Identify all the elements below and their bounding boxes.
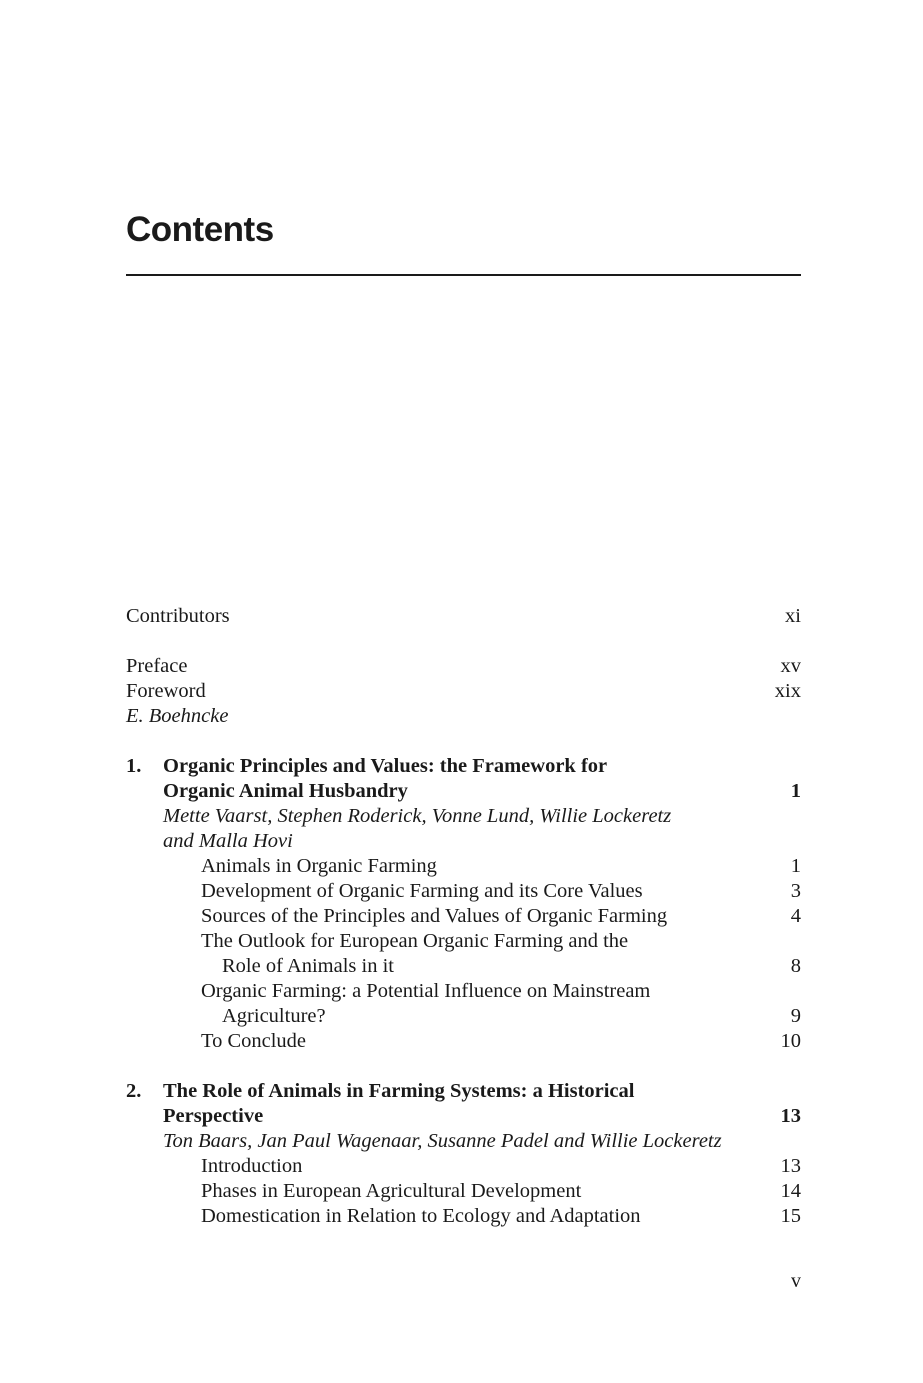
section-entry[interactable]	[126, 979, 801, 1004]
section-entry[interactable]	[126, 1204, 801, 1229]
section-page-number: 4	[790, 905, 801, 927]
chapter-authors: Ton Baars, Jan Paul Wagenaar, Susanne Padel and Willie Lockeretz	[163, 1130, 722, 1152]
chapter-number: 1.	[126, 755, 142, 777]
chapter-number: 2.	[126, 1080, 142, 1102]
chapter-2-authors-line-1	[126, 1129, 801, 1154]
section-title: Organic Farming: a Potential Influence on Mainstream	[201, 980, 651, 1002]
toc-entry-label: Foreword	[126, 680, 206, 702]
chapter-title: Organic Principles and Values: the Framework for	[163, 755, 608, 777]
section-title: Domestication in Relation to Ecology and Adaptation	[201, 1205, 641, 1227]
section-title: Agriculture?	[222, 1005, 326, 1027]
chapter-1-authors-line-2	[126, 829, 801, 854]
chapter-1-title-line-2[interactable]	[126, 779, 801, 804]
toc-page-number: xv	[780, 655, 801, 677]
section-entry[interactable]	[126, 929, 801, 954]
section-page-number: 13	[780, 1155, 801, 1177]
chapter-2-title-line-1[interactable]	[126, 1079, 801, 1104]
section-entry[interactable]	[126, 879, 801, 904]
section-title: Role of Animals in it	[222, 955, 394, 977]
toc-page-number: xix	[774, 680, 801, 702]
section-title: Sources of the Principles and Values of Organic Farming	[201, 905, 668, 927]
section-page-number: 9	[790, 1005, 801, 1027]
section-entry-continuation[interactable]	[126, 1004, 801, 1029]
toc-entry-label: Contributors	[126, 605, 230, 627]
section-page-number: 1	[790, 855, 801, 877]
chapter-title: Perspective	[163, 1105, 264, 1127]
section-title: Introduction	[201, 1155, 303, 1177]
section-title: Development of Organic Farming and its Core Values	[201, 880, 643, 902]
page-title: Contents	[126, 210, 274, 249]
section-entry[interactable]	[126, 1179, 801, 1204]
section-entry[interactable]	[126, 854, 801, 879]
chapter-authors: Mette Vaarst, Stephen Roderick, Vonne Lund, Willie Lockeretz	[163, 805, 672, 827]
section-entry[interactable]	[126, 1029, 801, 1054]
section-title: The Outlook for European Organic Farming and the	[201, 930, 629, 952]
title-rule	[126, 274, 801, 276]
section-title: Phases in European Agricultural Development	[201, 1180, 582, 1202]
section-title: Animals in Organic Farming	[201, 855, 437, 877]
toc-entry-contributors[interactable]	[126, 604, 801, 629]
chapter-1-authors-line-1	[126, 804, 801, 829]
chapter-title: Organic Animal Husbandry	[163, 780, 408, 802]
chapter-authors: and Malla Hovi	[163, 830, 293, 852]
toc-page-number: xi	[785, 605, 801, 627]
foreword-author: E. Boehncke	[126, 705, 229, 727]
section-page-number: 15	[780, 1205, 801, 1227]
chapter-1-title-line-1[interactable]	[126, 754, 801, 779]
section-page-number: 8	[790, 955, 801, 977]
section-title: To Conclude	[201, 1030, 307, 1052]
section-entry-continuation[interactable]	[126, 954, 801, 979]
toc-entry-foreword[interactable]	[126, 679, 801, 704]
section-page-number: 3	[790, 880, 801, 902]
section-entry[interactable]	[126, 904, 801, 929]
toc-entry-label: Preface	[126, 655, 188, 677]
chapter-page-number: 1	[790, 780, 801, 802]
section-page-number: 14	[780, 1180, 801, 1202]
section-page-number: 10	[780, 1030, 801, 1052]
section-entry[interactable]	[126, 1154, 801, 1179]
chapter-2-title-line-2[interactable]	[126, 1104, 801, 1129]
chapter-title: The Role of Animals in Farming Systems: a Historical	[163, 1080, 635, 1102]
toc-entry-author	[126, 704, 801, 729]
page-folio: v	[791, 1270, 801, 1292]
chapter-page-number: 13	[780, 1105, 801, 1127]
toc-entry-preface[interactable]	[126, 654, 801, 679]
table-of-contents	[126, 604, 801, 1229]
